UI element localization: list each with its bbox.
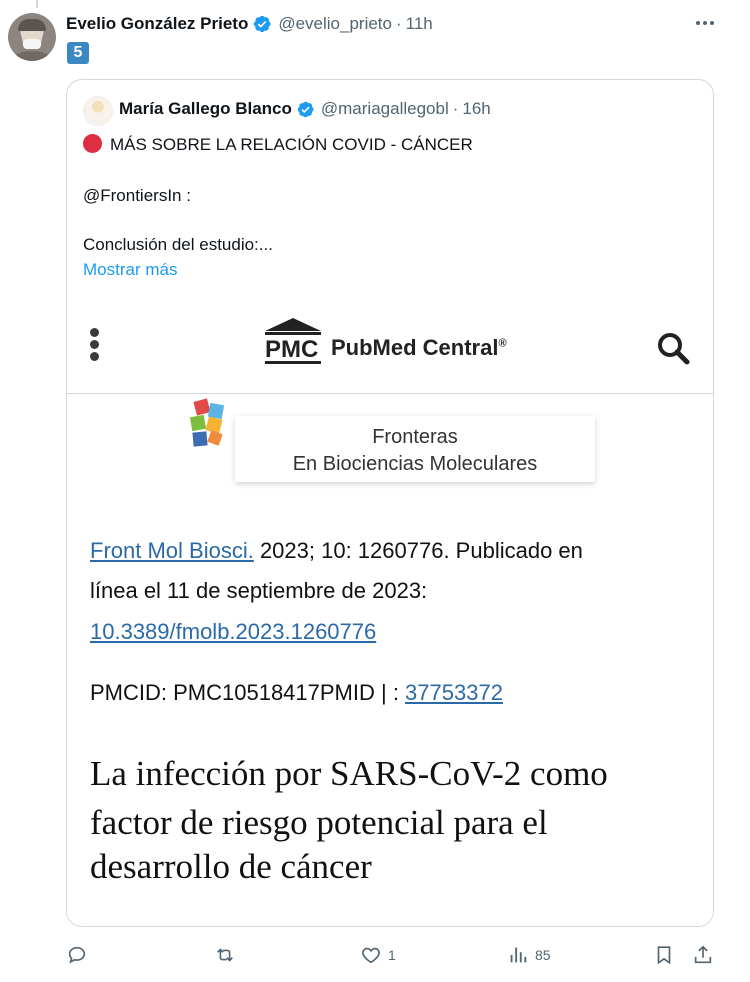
reply-button[interactable] [66, 938, 88, 972]
pmcid-line [90, 680, 503, 706]
quoted-text-line-3: Conclusión del estudio:... [83, 235, 273, 254]
frontiers-logo-icon [189, 398, 235, 452]
doi-line [90, 619, 376, 645]
views-button[interactable] [507, 938, 551, 972]
pmc-header-bar [67, 298, 713, 394]
bookmark-button[interactable] [653, 938, 675, 972]
journal-name-line-1: Fronteras [372, 426, 458, 448]
citation-line-2: línea el 11 de septiembre de 2023: [90, 578, 428, 603]
red-circle-icon [83, 134, 102, 153]
pmc-abbr: PMC [265, 336, 319, 363]
journal-name-card [235, 416, 595, 482]
verified-badge-icon[interactable] [252, 14, 272, 34]
quoted-media-image[interactable] [67, 298, 713, 926]
citation-line-1 [90, 538, 583, 564]
quoted-author-display-name: María Gallego Blanco [119, 99, 292, 118]
author-handle[interactable]: @evelio_prieto [278, 14, 392, 33]
share-icon [692, 944, 714, 966]
like-button[interactable] [360, 938, 396, 972]
thread-line [36, 0, 38, 8]
bookmark-icon [653, 944, 675, 966]
action-bar [0, 938, 750, 972]
pmc-registered: ® [498, 337, 507, 350]
more-icon[interactable] [692, 12, 718, 34]
author-display-name[interactable]: Evelio González Prieto [66, 14, 249, 33]
tweet-timestamp[interactable]: 11h [405, 14, 433, 33]
author-avatar[interactable] [8, 13, 56, 61]
quoted-headline: MÁS SOBRE LA RELACIÓN COVID - CÁNCER [110, 135, 473, 154]
retweet-icon [214, 944, 236, 966]
tweet-header [66, 12, 433, 36]
doi-link: 10.3389/fmolb.2023.1260776 [90, 619, 377, 644]
retweet-button[interactable] [214, 938, 236, 972]
pmc-name: PubMed Central [331, 335, 499, 360]
reply-icon [66, 944, 88, 966]
show-more-link[interactable]: Mostrar más [83, 260, 178, 279]
citation-rest: 2023; 10: 1260776. Publicado en [253, 538, 583, 563]
views-icon [507, 944, 529, 966]
pmcid-text: PMCID: PMC10518417PMID | : [90, 680, 406, 705]
separator-dot: · [395, 14, 402, 33]
quoted-tweet-card[interactable] [66, 79, 714, 927]
journal-link: Front Mol Biosci. [90, 538, 254, 563]
quoted-author-avatar [83, 96, 113, 126]
share-button[interactable] [692, 938, 714, 972]
like-count: 1 [388, 947, 396, 963]
verified-badge-icon [296, 100, 315, 119]
keycap-emoji: 5 [67, 42, 89, 64]
quoted-timestamp: 16h [462, 99, 491, 118]
journal-name-line-2: En Biociencias Moleculares [292, 453, 538, 475]
pmc-title [331, 335, 507, 361]
quoted-tweet-header [119, 99, 491, 119]
paper-title-line-1: La infección por SARS-CoV-2 como [90, 754, 608, 793]
separator-dot: · [452, 99, 459, 118]
paper-title-line-2: factor de riesgo potencial para el [90, 803, 548, 842]
paper-title-line-3: desarrollo de cáncer [90, 847, 372, 886]
quoted-text-line-1 [83, 134, 473, 155]
search-icon [655, 330, 691, 366]
kebab-menu-icon [90, 328, 100, 362]
quoted-text-line-2: @FrontiersIn : [83, 186, 191, 205]
views-count: 85 [535, 947, 551, 963]
quoted-author-handle: @mariagallegobl [320, 99, 449, 118]
pmid-link: 37753372 [405, 680, 503, 705]
like-icon [360, 944, 382, 966]
